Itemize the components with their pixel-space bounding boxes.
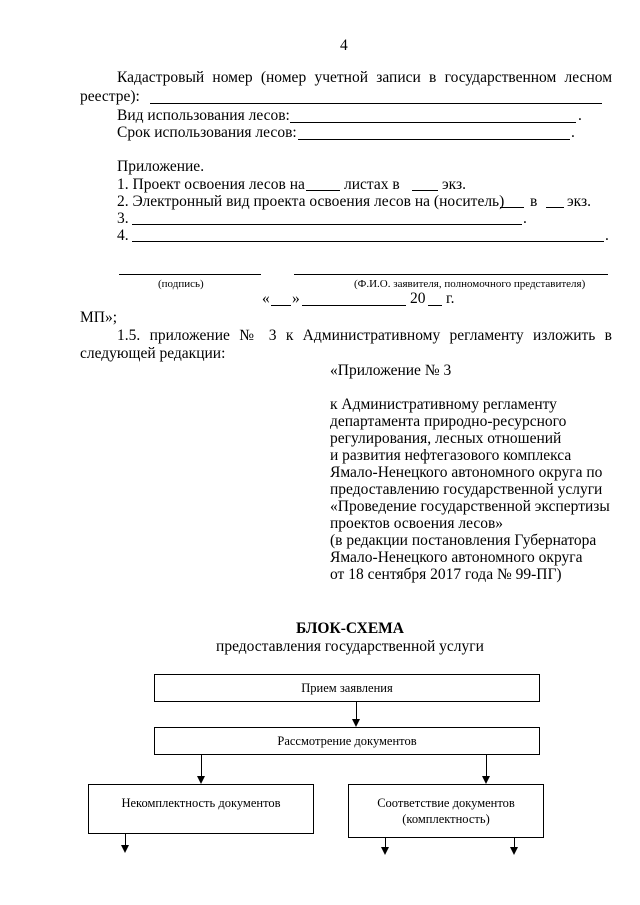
receive-application-box — [154, 674, 540, 702]
medium-count-field[interactable] — [500, 207, 524, 208]
period-mark: . — [523, 210, 527, 227]
period-mark: . — [571, 124, 575, 141]
incomplete-documents-label: Некомплектность документов — [121, 796, 281, 810]
appendix-line: к Административному регламенту — [330, 396, 557, 413]
appendix-line: проектов освоения лесов» — [330, 515, 504, 532]
incomplete-documents-box — [88, 784, 314, 834]
flowchart-title: БЛОК-СХЕМА — [295, 620, 404, 637]
forest-use-term-label: Срок использования лесов: — [117, 124, 297, 141]
arrow-down-icon — [197, 776, 205, 784]
attachment-heading: Приложение. — [117, 158, 205, 175]
arrow-down-icon — [510, 847, 518, 855]
attachment-item-1-middle: листах в — [344, 176, 400, 193]
appendix-line: департамента природно-ресурсного — [330, 413, 567, 430]
page-number: 4 — [340, 37, 348, 54]
arrow-down-icon — [352, 719, 360, 727]
arrow-down-icon — [381, 847, 389, 855]
compliance-documents-label: Соответствие документов — [377, 796, 515, 810]
appendix-title: «Приложение № 3 — [330, 362, 452, 379]
period-mark: . — [578, 107, 582, 124]
date-quote-open: « — [262, 290, 270, 307]
attachment-item-2-prefix: 2. Электронный вид проекта освоения лесов на (носитель) — [117, 193, 505, 210]
appendix-line: от 18 сентября 2017 года № 99-ПГ) — [330, 566, 562, 583]
compliance-documents-box — [348, 784, 544, 838]
date-year-prefix: 20 — [410, 290, 426, 307]
electronic-copies-field[interactable] — [546, 207, 564, 208]
date-quote-close: » — [292, 290, 300, 307]
cadastral-number-field[interactable] — [150, 103, 602, 104]
appendix-line: регулирования, лесных отношений — [330, 430, 562, 447]
amendment-line-1: 1.5. приложение № 3 к Административному регламенту изложить в — [117, 327, 612, 344]
receive-application-label: Прием заявления — [301, 681, 393, 695]
appendix-line: Ямало-Ненецкого автономного округа по — [330, 464, 603, 481]
arrow-line — [486, 755, 487, 777]
appendix-line: (в редакции постановления Губернатора — [330, 532, 597, 549]
cadastral-number-label: Кадастровый номер (номер учетной записи в государственном лесном — [117, 69, 612, 86]
appendix-line: Ямало-Ненецкого автономного округа — [330, 549, 583, 566]
appendix-line: и развития нефтегазового комплекса — [330, 447, 572, 464]
cadastral-registry-label: реестре): — [80, 88, 140, 105]
attachment-item-2-middle: в — [530, 193, 538, 210]
signature-caption: (подпись) — [158, 278, 204, 290]
arrow-line — [356, 702, 357, 720]
attachment-item-2-suffix: экз. — [567, 193, 591, 210]
fio-field[interactable] — [294, 274, 608, 275]
date-day-field[interactable] — [271, 305, 291, 306]
date-year-suffix: г. — [446, 290, 455, 307]
sheets-count-field[interactable] — [306, 190, 340, 191]
signature-field[interactable] — [119, 274, 261, 275]
forest-use-type-field[interactable] — [290, 122, 576, 123]
copies-count-field[interactable] — [412, 190, 438, 191]
attachment-item-4-field[interactable] — [132, 241, 604, 242]
appendix-line: «Проведение государственной экспертизы — [330, 498, 610, 515]
amendment-line-2: следующей редакции: — [80, 345, 226, 362]
attachment-item-1-suffix: экз. — [442, 176, 466, 193]
review-documents-label: Рассмотрение документов — [277, 734, 417, 748]
fio-caption: (Ф.И.О. заявителя, полномочного представителя) — [354, 278, 586, 290]
forest-use-type-label: Вид использования лесов: — [117, 107, 290, 124]
arrow-down-icon — [482, 776, 490, 784]
compliance-documents-sublabel: (комплектность) — [402, 812, 490, 826]
attachment-item-3-field[interactable] — [132, 224, 522, 225]
attachment-item-4: 4. — [117, 227, 129, 244]
period-mark: . — [605, 227, 609, 244]
date-year-field[interactable] — [428, 305, 442, 306]
appendix-line: предоставлению государственной услуги — [330, 481, 603, 498]
date-month-field[interactable] — [302, 305, 406, 306]
forest-use-term-field[interactable] — [298, 139, 570, 140]
flowchart-subtitle: предоставления государственной услуги — [216, 638, 484, 655]
stamp-label: МП»; — [80, 309, 118, 326]
review-documents-box — [154, 727, 540, 755]
arrow-down-icon — [121, 845, 129, 853]
arrow-line — [201, 755, 202, 777]
attachment-item-3: 3. — [117, 210, 129, 227]
attachment-item-1-prefix: 1. Проект освоения лесов на — [117, 176, 305, 193]
